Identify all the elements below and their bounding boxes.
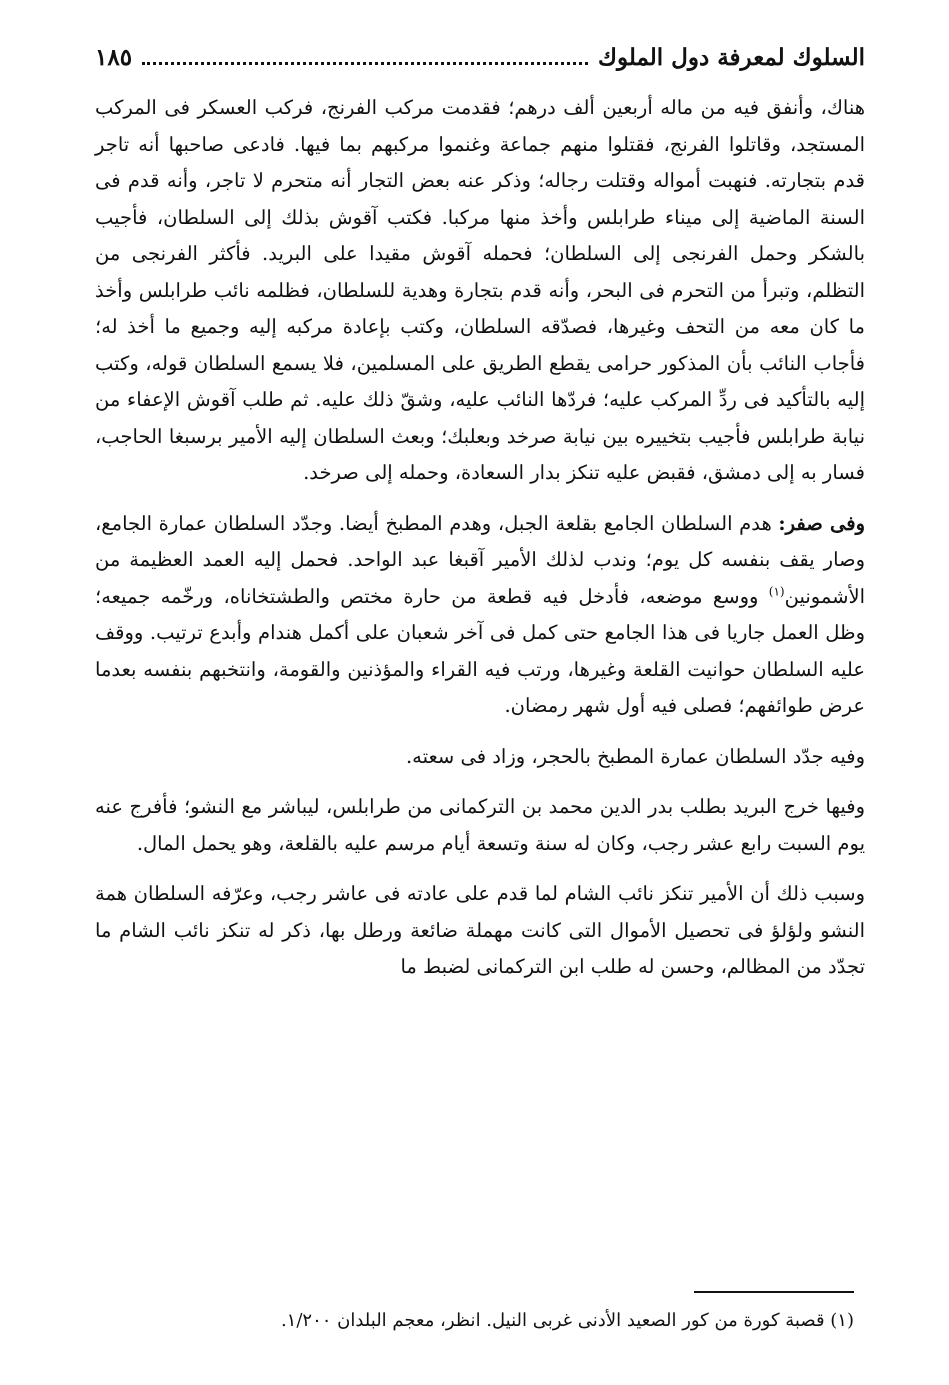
footnote: (١) قصبة كورة من كور الصعيد الأدنى غربى النيل. انظر، معجم البلدان ١/٢٠٠. (280, 1310, 854, 1331)
paragraph-1 (95, 90, 865, 492)
footnote-reference[interactable]: (١) (768, 584, 785, 598)
paragraph-lead: وفى صفر: (778, 511, 865, 535)
paragraph-2 (95, 506, 865, 725)
paragraph-text: هدم السلطان الجامع بقلعة الجبل، وهدم المطبخ أيضا. وجدّد السلطان عمارة الجامع، وصار يقف بنفسه كل يوم؛ وندب لذلك الأمير آقبغا عبد الواحد. فحمل إليه العمد العظيمة من الأشمونين (95, 511, 865, 608)
page-number: ١٨٥ (95, 44, 133, 71)
paragraph-text-continued: ووسع موضعه، فأدخل فيه قطعة من حارة مختص والطشتخاناه، ورخّمه جميعه؛ وظل العمل جاريا فى هذا الجامع حتى كمل فى آخر شعبان على أكمل هندام وأبدع ترتيب. ووقف عليه السلطان حوانيت القلعة وغيرها، ورتب فيه القراء والمؤذنين والقومة، وانتخبهم بنفسه بعدما عرض طوائفهم؛ فصلى فيه أول شهر رمضان. (95, 584, 865, 717)
body-text (95, 90, 865, 986)
paragraph-text: هناك، وأنفق فيه من ماله أربعين ألف درهم؛ فقدمت مركب الفرنج، فركب العسكر فى المركب المستجد، وقاتلوا الفرنج، فقتلوا منهم جماعة وغنموا مركبهم بما فيها. فادعى صاحبها أنه تاجر قدم بتجارته. فنهبت أمواله وقتلت رجاله؛ وذكر عنه بعض التجار أنه متحرم لا تاجر، وأنه قدم فى السنة الماضية إلى ميناء طرابلس وأخذ منها مركبا. فكتب آقوش بذلك إلى السلطان، فأجيب بالشكر وحمل الفرنجى إلى السلطان؛ فحمله آقوش مقيدا على البريد. فأكثر الفرنجى من التظلم، وتبرأ من التحرم فى البحر، وأنه قدم بتجارة وهدية للسلطان، فظلمه نائب طرابلس وأخذ ما كان معه من التحف وغيرها، فصدّقه السلطان، وكتب بإعادة مركبه إليه وجميع ما أخذ له؛ فأجاب النائب بأن المذكور حرامى يقطع الطريق على المسلمين، فلا يسمع السلطان قوله، وكتب إليه بالتأكيد فى ردِّ المركب عليه؛ فردّها النائب عليه، وشقّ ذلك عليه. ثم طلب آقوش الإعفاء من نيابة طرابلس فأجيب بتخييره بين نيابة صرخد وبعلبك؛ وبعث السلطان إليه الأمير برسبغا الحاجب، فسار به إلى دمشق، فقبض عليه تنكز بدار السعادة، وحمله إلى صرخد. (95, 96, 865, 484)
paragraph-text: وفيها خرج البريد بطلب بدر الدين محمد بن التركمانى من طرابلس، ليباشر مع النشو؛ فأفرج عنه يوم السبت رابع عشر رجب، وكان له سنة وتسعة أيام مرسم عليه بالقلعة، وهو يحمل المال. (95, 795, 865, 855)
paragraph-4 (95, 789, 865, 862)
running-header (95, 44, 865, 90)
paragraph-text: وفيه جدّد السلطان عمارة المطبخ بالحجر، وزاد فى سعته. (405, 744, 865, 768)
header-leader-dots (142, 62, 588, 65)
paragraph-5 (95, 876, 865, 986)
book-title: السلوك لمعرفة دول الملوك (597, 44, 865, 71)
page (95, 44, 865, 986)
footnote-divider (694, 1291, 854, 1293)
paragraph-3 (95, 739, 865, 776)
paragraph-text: وسبب ذلك أن الأمير تنكز نائب الشام لما قدم على عادته فى عاشر رجب، وعرّفه السلطان همة النشو ولؤلؤ فى تحصيل الأموال التى كانت مهملة ضائعة ورطل بها، ذكر له تنكز نائب الشام ما تجدّد من المظالم، وحسن له طلب ابن التركمانى لضبط ما (95, 882, 865, 978)
